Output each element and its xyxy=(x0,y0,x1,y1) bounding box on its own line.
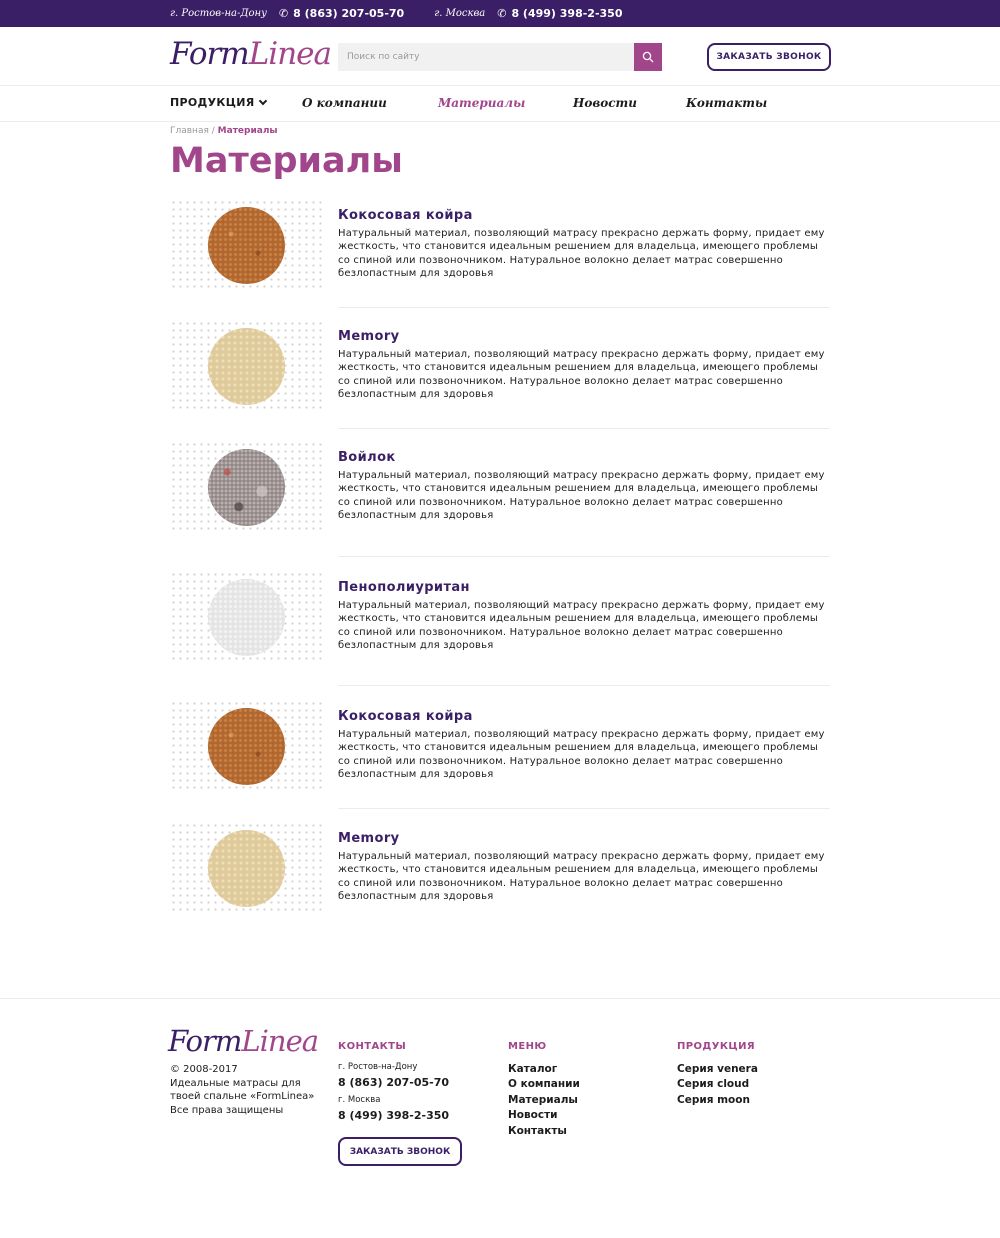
top-phone-moscow-number: 8 (499) 398-2-350 xyxy=(511,7,623,20)
footer-products-title: ПРОДУКЦИЯ xyxy=(677,1041,755,1052)
search-icon xyxy=(642,51,654,63)
material-description: Натуральный материал, позволяющий матрасу прекрасно держать форму, придает ему жесткость, что становится идеальным решением для владельца, имеющего проблемы со спиной или позвоночником. Натуральное волокно делает матрас совершенно безлопастным для здоровья xyxy=(338,600,825,651)
footer-logo-part-linea: Linea xyxy=(241,1024,319,1058)
top-bar xyxy=(0,0,1000,27)
main-nav xyxy=(0,86,1000,122)
footer-copyright-block xyxy=(170,1063,330,1117)
top-city-moscow: г. Москва xyxy=(434,8,486,19)
footer xyxy=(0,998,1000,1238)
material-title: Кокосовая койра xyxy=(338,208,473,223)
footer-menu-materials[interactable]: Материалы xyxy=(508,1093,578,1106)
material-swatch xyxy=(208,207,285,284)
nav-products-label: ПРОДУКЦИЯ xyxy=(170,96,255,109)
nav-contacts[interactable]: Контакты xyxy=(686,96,768,110)
material-description: Натуральный материал, позволяющий матрасу прекрасно держать форму, придает ему жесткость, что становится идеальным решением для владельца, имеющего проблемы со спиной или позвоночником. Натуральное волокно делает матрас совершенно безлопастным для здоровья xyxy=(338,729,825,780)
material-swatch xyxy=(208,449,285,526)
footer-phone-rostov[interactable]: 8 (863) 207-05-70 xyxy=(338,1076,450,1089)
top-phone-moscow[interactable] xyxy=(497,7,622,20)
footer-city-rostov: г. Ростов-на-Дону xyxy=(338,1062,418,1072)
material-title: Кокосовая койра xyxy=(338,709,473,724)
breadcrumb-current: Материалы xyxy=(217,126,278,136)
footer-product-moon[interactable]: Серия moon xyxy=(677,1093,750,1106)
material-description: Натуральный материал, позволяющий матрасу прекрасно держать форму, придает ему жесткость, что становится идеальным решением для владельца, имеющего проблемы со спиной или позвоночником. Натуральное волокно делает матрас совершенно безлопастным для здоровья xyxy=(338,349,825,400)
search-input[interactable] xyxy=(338,43,628,71)
logo-part-form: Form xyxy=(170,36,249,72)
breadcrumb-home[interactable]: Главная xyxy=(170,126,209,136)
material-swatch xyxy=(208,708,285,785)
material-title: Войлок xyxy=(338,450,396,465)
footer-products xyxy=(677,1041,758,1108)
material-divider xyxy=(338,685,830,686)
material-divider xyxy=(338,428,830,429)
footer-logo[interactable] xyxy=(168,1024,318,1058)
nav-news[interactable]: Новости xyxy=(573,96,637,110)
footer-contacts xyxy=(338,1041,449,1128)
material-swatch xyxy=(208,830,285,907)
material-description: Натуральный материал, позволяющий матрасу прекрасно держать форму, придает ему жесткость, что становится идеальным решением для владельца, имеющего проблемы со спиной или позвоночником. Натуральное волокно делает матрас совершенно безлопастным для здоровья xyxy=(338,851,825,902)
logo[interactable] xyxy=(170,36,331,72)
footer-phone-moscow[interactable]: 8 (499) 398-2-350 xyxy=(338,1109,450,1122)
footer-product-cloud[interactable]: Серия cloud xyxy=(677,1078,750,1091)
footer-contacts-title: КОНТАКТЫ xyxy=(338,1041,407,1052)
header xyxy=(0,27,1000,86)
footer-menu-catalog[interactable]: Каталог xyxy=(508,1063,558,1075)
nav-about[interactable]: О компании xyxy=(302,96,387,110)
breadcrumb xyxy=(170,126,278,136)
logo-part-linea: Linea xyxy=(248,36,331,72)
phone-icon: ✆ xyxy=(497,7,507,20)
footer-city-moscow: г. Москва xyxy=(338,1095,381,1105)
nav-products[interactable] xyxy=(170,96,266,109)
material-image xyxy=(170,441,324,533)
top-phone-rostov[interactable] xyxy=(279,7,404,20)
callback-button[interactable]: ЗАКАЗАТЬ ЗВОНОК xyxy=(707,43,831,71)
material-divider xyxy=(338,808,830,809)
footer-rights: Все права защищены xyxy=(170,1104,284,1116)
phone-icon: ✆ xyxy=(278,7,289,20)
material-divider xyxy=(338,307,830,308)
material-image xyxy=(170,320,324,412)
search-button[interactable] xyxy=(634,43,662,71)
footer-menu xyxy=(508,1041,580,1139)
footer-copyright: © 2008-2017 xyxy=(170,1064,238,1075)
material-title: Memory xyxy=(338,329,400,344)
footer-tagline: Идеальные матрасы для твоей спальне «FormLinea» xyxy=(170,1077,315,1102)
material-description: Натуральный материал, позволяющий матрасу прекрасно держать форму, придает ему жесткость, что становится идеальным решением для владельца, имеющего проблемы со спиной или позвоночником. Натуральное волокно делает матрас совершенно безлопастным для здоровья xyxy=(338,470,825,521)
footer-menu-contacts[interactable]: Контакты xyxy=(508,1124,567,1137)
nav-materials[interactable]: Материалы xyxy=(438,96,526,110)
footer-logo-part-form: Form xyxy=(168,1024,242,1058)
footer-product-venera[interactable]: Серия venera xyxy=(677,1063,758,1075)
chevron-down-icon xyxy=(259,96,267,104)
material-title: Пенополиуритан xyxy=(338,580,470,595)
footer-menu-title: МЕНЮ xyxy=(508,1041,547,1052)
material-swatch xyxy=(208,328,285,405)
material-image xyxy=(170,199,324,291)
search-box xyxy=(338,43,662,71)
material-image xyxy=(170,700,324,792)
page-title: Материалы xyxy=(170,141,403,181)
material-title: Memory xyxy=(338,831,400,846)
footer-menu-news[interactable]: Новости xyxy=(508,1109,558,1122)
top-city-rostov: г. Ростов-на-Дону xyxy=(170,8,267,19)
footer-callback-button[interactable]: ЗАКАЗАТЬ ЗВОНОК xyxy=(338,1137,462,1166)
material-image xyxy=(170,822,324,914)
top-phone-rostov-number: 8 (863) 207-05-70 xyxy=(293,7,405,20)
material-swatch xyxy=(208,579,285,656)
material-divider xyxy=(338,556,830,557)
material-image xyxy=(170,571,324,663)
material-description: Натуральный материал, позволяющий матрасу прекрасно держать форму, придает ему жесткость, что становится идеальным решением для владельца, имеющего проблемы со спиной или позвоночником. Натуральное волокно делает матрас совершенно безлопастным для здоровья xyxy=(338,228,825,279)
footer-menu-about[interactable]: О компании xyxy=(508,1078,580,1091)
breadcrumb-separator: / xyxy=(211,126,215,136)
